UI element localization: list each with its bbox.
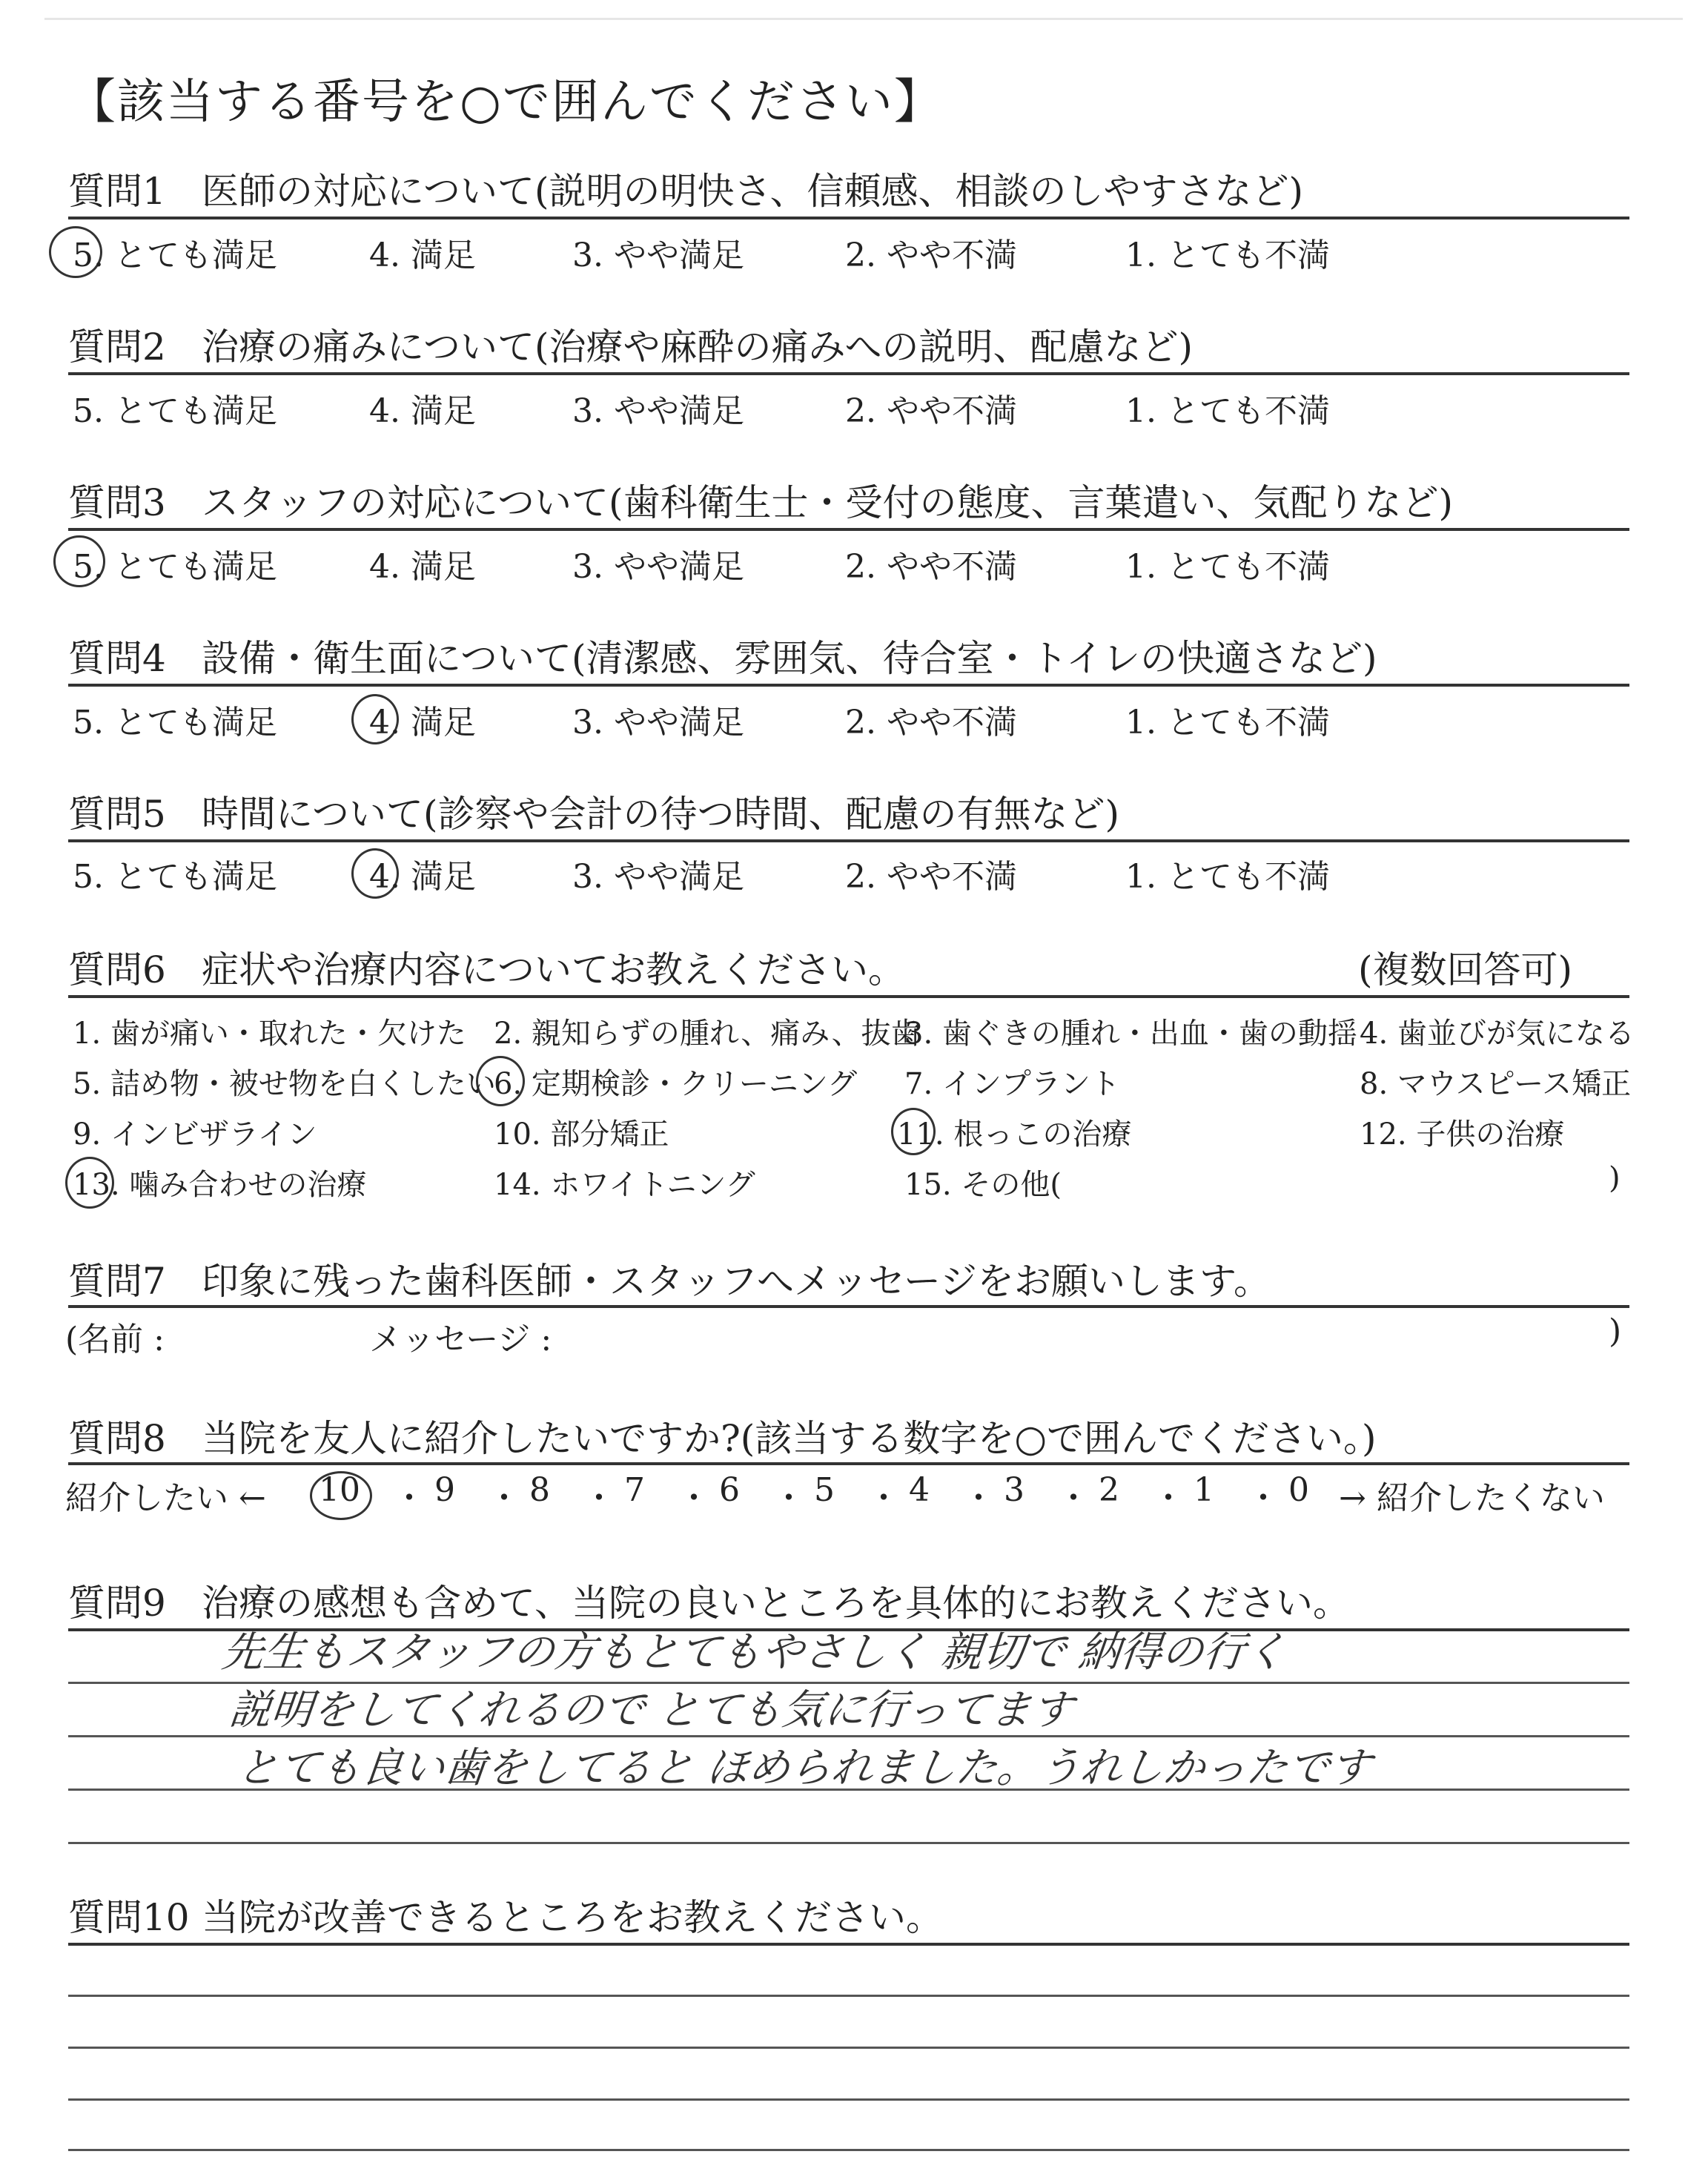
recommend-right-label: → 紹介したくない bbox=[1339, 1479, 1605, 1517]
scale-separator: ・ bbox=[1152, 1479, 1185, 1517]
handwritten-line-1: 先生もスタッフの方もとてもやさしく 親切で 納得の行く bbox=[219, 1628, 1289, 1677]
question-rule bbox=[68, 1305, 1629, 1308]
recommend-left-label: 紹介したい ← bbox=[65, 1479, 266, 1517]
question-number: 質問5 bbox=[68, 793, 166, 836]
scale-separator: ・ bbox=[393, 1479, 426, 1517]
symptom-option-13[interactable]: 13. 噛み合わせの治療 bbox=[73, 1168, 367, 1202]
symptom-option-4[interactable]: 4. 歯並びが気になる bbox=[1360, 1017, 1635, 1051]
scale-separator: ・ bbox=[772, 1479, 805, 1517]
question-text: 当院を友人に紹介したいですか?(該当する数字を○で囲んでください。) bbox=[202, 1417, 1377, 1460]
option-1[interactable]: 1. とても不満 bbox=[1125, 392, 1330, 430]
question-2 bbox=[68, 317, 1193, 371]
question-rule bbox=[68, 684, 1629, 687]
page-top-edge bbox=[44, 18, 1683, 20]
option-2[interactable]: 2. やや不満 bbox=[845, 704, 1017, 742]
option-5[interactable]: 5. とても満足 bbox=[73, 548, 277, 586]
question-6 bbox=[68, 940, 1573, 994]
option-4[interactable]: 4. 満足 bbox=[369, 392, 476, 430]
scale-separator: ・ bbox=[1057, 1479, 1090, 1517]
scale-3[interactable]: 3 bbox=[1004, 1471, 1025, 1509]
symptom-option-1[interactable]: 1. 歯が痛い・取れた・欠けた bbox=[73, 1017, 466, 1051]
question-text: 設備・衛生面について(清潔感、雰囲気、待合室・トイレの快適さなど) bbox=[202, 637, 1377, 680]
question-number: 質問10 bbox=[68, 1896, 190, 1939]
option-2[interactable]: 2. やや不満 bbox=[845, 237, 1017, 274]
question-rule bbox=[68, 217, 1629, 219]
question-rule bbox=[68, 995, 1629, 998]
question-10 bbox=[68, 1888, 943, 1941]
scale-4[interactable]: 4 bbox=[909, 1471, 930, 1509]
scale-separator: ・ bbox=[678, 1479, 710, 1517]
symptom-option-8[interactable]: 8. マウスピース矯正 bbox=[1360, 1067, 1632, 1101]
question-number: 質問2 bbox=[68, 326, 166, 369]
question-text: 時間について(診察や会計の待つ時間、配慮の有無など) bbox=[202, 793, 1120, 836]
scale-1[interactable]: 1 bbox=[1194, 1471, 1214, 1509]
option-3[interactable]: 3. やや満足 bbox=[572, 858, 744, 896]
scale-8[interactable]: 8 bbox=[529, 1471, 550, 1509]
symptom-option-11[interactable]: 11. 根っこの治療 bbox=[897, 1117, 1132, 1152]
question-rule bbox=[68, 1943, 1629, 1946]
symptom-option-5[interactable]: 5. 詰め物・被せ物を白くしたい bbox=[73, 1067, 496, 1101]
option-3[interactable]: 3. やや満足 bbox=[572, 704, 744, 742]
option-2[interactable]: 2. やや不満 bbox=[845, 858, 1017, 896]
name-label: (名前 : bbox=[65, 1321, 165, 1358]
question-text: 治療の痛みについて(治療や麻酔の痛みへの説明、配慮など) bbox=[202, 326, 1194, 369]
question-4 bbox=[68, 629, 1377, 682]
question-rule bbox=[68, 1462, 1629, 1465]
question-text: 医師の対応について(説明の明快さ、信頼感、相談のしやすさなど) bbox=[202, 170, 1304, 213]
option-1[interactable]: 1. とても不満 bbox=[1125, 237, 1330, 274]
question-7 bbox=[68, 1252, 1271, 1305]
scale-0[interactable]: 0 bbox=[1288, 1471, 1309, 1509]
question-number: 質問9 bbox=[68, 1582, 166, 1625]
option-2[interactable]: 2. やや不満 bbox=[845, 548, 1017, 586]
scale-separator: ・ bbox=[488, 1479, 520, 1517]
question-rule bbox=[68, 528, 1629, 531]
other-close-paren: ) bbox=[1609, 1161, 1621, 1195]
symptom-option-6[interactable]: 6. 定期検診・クリーニング bbox=[494, 1067, 858, 1101]
symptom-option-15[interactable]: 15. その他( bbox=[904, 1168, 1062, 1202]
handwritten-line-3: とても良い歯をしてると ほめられました。うれしかったです bbox=[234, 1744, 1374, 1792]
option-4[interactable]: 4. 満足 bbox=[369, 548, 476, 586]
question-text: 治療の感想も含めて、当院の良いところを具体的にお教えください。 bbox=[202, 1582, 1350, 1625]
option-5[interactable]: 5. とても満足 bbox=[73, 237, 277, 274]
form-title: 【該当する番号を○で囲んでください】 bbox=[68, 75, 943, 130]
handwritten-line-2: 説明をしてくれるので とても気に行ってます bbox=[227, 1686, 1076, 1734]
option-1[interactable]: 1. とても不満 bbox=[1125, 858, 1330, 896]
option-4[interactable]: 4. 満足 bbox=[369, 704, 476, 742]
option-4[interactable]: 4. 満足 bbox=[369, 237, 476, 274]
answer-line bbox=[68, 2047, 1629, 2049]
option-1[interactable]: 1. とても不満 bbox=[1125, 704, 1330, 742]
answer-line bbox=[68, 2098, 1629, 2101]
question-text: 印象に残った歯科医師・スタッフへメッセージをお願いします。 bbox=[202, 1260, 1271, 1303]
question-number: 質問1 bbox=[68, 170, 166, 213]
symptom-option-7[interactable]: 7. インプラント bbox=[904, 1067, 1120, 1101]
question-rule bbox=[68, 839, 1629, 842]
scale-7[interactable]: 7 bbox=[624, 1471, 645, 1509]
scale-separator: ・ bbox=[583, 1479, 615, 1517]
question-text: 当院が改善できるところをお教えください。 bbox=[202, 1896, 943, 1939]
scale-separator: ・ bbox=[1247, 1479, 1280, 1517]
answer-line bbox=[68, 2149, 1629, 2151]
question-number: 質問4 bbox=[68, 637, 166, 680]
symptom-option-12[interactable]: 12. 子供の治療 bbox=[1360, 1117, 1565, 1152]
question-number: 質問7 bbox=[68, 1260, 166, 1303]
scale-2[interactable]: 2 bbox=[1099, 1471, 1119, 1509]
multiple-answer-note: (複数回答可) bbox=[1358, 948, 1573, 991]
option-3[interactable]: 3. やや満足 bbox=[572, 392, 744, 430]
message-label: メッセージ : bbox=[369, 1321, 552, 1358]
scale-separator: ・ bbox=[867, 1479, 900, 1517]
question-text: スタッフの対応について(歯科衛生士・受付の態度、言葉遣い、気配りなど) bbox=[202, 481, 1454, 524]
scale-separator: ・ bbox=[962, 1479, 995, 1517]
question-1 bbox=[68, 162, 1303, 215]
scale-5[interactable]: 5 bbox=[814, 1471, 835, 1509]
symptom-option-3[interactable]: 3. 歯ぐきの腫れ・出血・歯の動揺 bbox=[904, 1017, 1357, 1051]
message-close-paren: ) bbox=[1609, 1312, 1622, 1350]
answer-line bbox=[68, 1842, 1629, 1844]
option-2[interactable]: 2. やや不満 bbox=[845, 392, 1017, 430]
symptom-option-9[interactable]: 9. インビザライン bbox=[73, 1117, 317, 1152]
scale-6[interactable]: 6 bbox=[719, 1471, 740, 1509]
option-5[interactable]: 5. とても満足 bbox=[73, 858, 277, 896]
option-3[interactable]: 3. やや満足 bbox=[572, 237, 744, 274]
question-5 bbox=[68, 785, 1119, 838]
question-8 bbox=[68, 1409, 1376, 1462]
option-5[interactable]: 5. とても満足 bbox=[73, 392, 277, 430]
question-number: 質問8 bbox=[68, 1417, 166, 1460]
option-4[interactable]: 4. 満足 bbox=[369, 858, 476, 896]
question-3 bbox=[68, 473, 1453, 526]
symptom-option-2[interactable]: 2. 親知らずの腫れ、痛み、抜歯 bbox=[494, 1017, 921, 1051]
option-3[interactable]: 3. やや満足 bbox=[572, 548, 744, 586]
scale-10[interactable]: 10 bbox=[319, 1471, 360, 1509]
option-5[interactable]: 5. とても満足 bbox=[73, 704, 277, 742]
symptom-option-14[interactable]: 14. ホワイトニング bbox=[494, 1168, 755, 1202]
question-rule bbox=[68, 372, 1629, 375]
scale-9[interactable]: 9 bbox=[434, 1471, 455, 1509]
question-number: 質問6 bbox=[68, 948, 166, 991]
answer-line bbox=[68, 1995, 1629, 1997]
question-number: 質問3 bbox=[68, 481, 166, 524]
question-text: 症状や治療内容についてお教えください。 bbox=[202, 948, 905, 991]
symptom-option-10[interactable]: 10. 部分矯正 bbox=[494, 1117, 669, 1152]
option-1[interactable]: 1. とても不満 bbox=[1125, 548, 1330, 586]
